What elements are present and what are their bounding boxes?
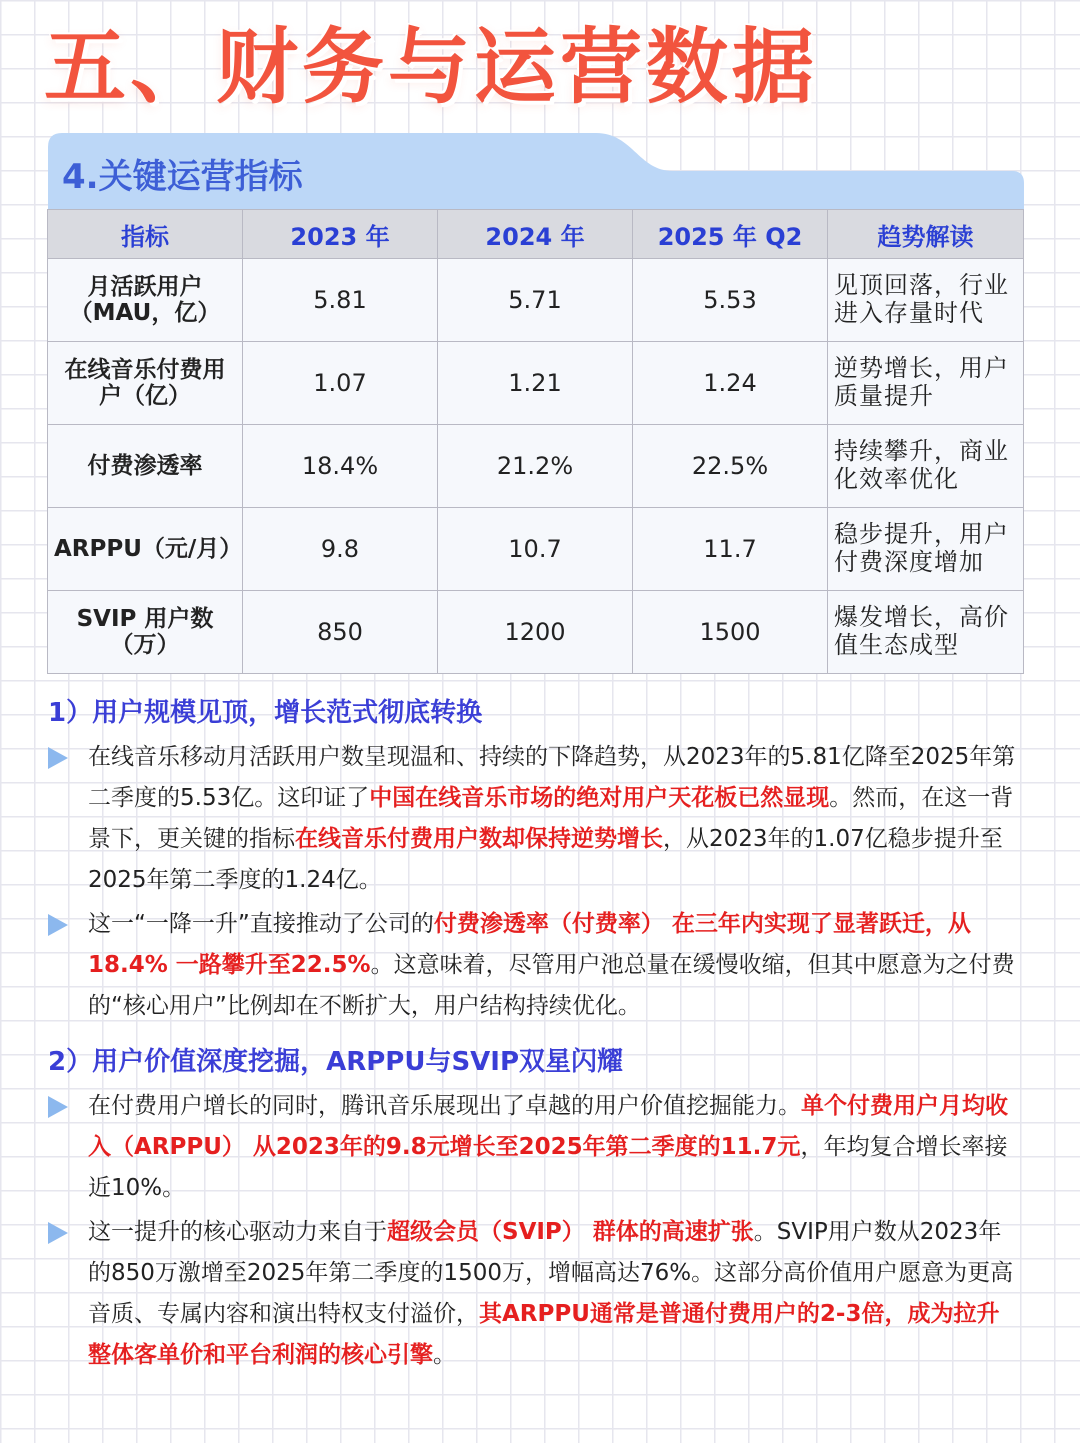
header-metric: 指标: [48, 210, 243, 259]
value-cell: 5.81: [243, 259, 438, 342]
value-cell: 1.24: [633, 342, 828, 425]
value-cell: 9.8: [243, 508, 438, 591]
metric-cell: 付费渗透率: [48, 425, 243, 508]
bullet-item: [48, 904, 1018, 1027]
value-cell: 1500: [633, 591, 828, 674]
triangle-bullet-icon: [48, 904, 88, 1027]
table-row: [48, 259, 1024, 342]
value-cell: 21.2%: [438, 425, 633, 508]
section-title: 4.关键运营指标: [62, 157, 303, 197]
header-trend: 趋势解读: [828, 210, 1024, 259]
bullet-item: [48, 737, 1018, 901]
trend-cell: 稳步提升，用户付费深度增加: [828, 508, 1024, 591]
table-row: [48, 342, 1024, 425]
value-cell: 850: [243, 591, 438, 674]
bullet-text: 在付费用户增长的同时，腾讯音乐展现出了卓越的用户价值挖掘能力。单个付费用户月均收入（ARPPU） 从2023年的9.8元增长至2025年第二季度的11.7元，年均复合增长率接近10%。: [88, 1093, 1008, 1201]
page-title: 五、财务与运营数据: [44, 19, 819, 115]
trend-cell: 见顶回落，行业进入存量时代: [828, 259, 1024, 342]
table-row: [48, 591, 1024, 674]
metric-cell: SVIP 用户数（万）: [48, 591, 243, 674]
bullet-text: 这一提升的核心驱动力来自于超级会员（SVIP） 群体的高速扩张。SVIP用户数从2023年的850万激增至2025年第二季度的1500万，增幅高达76%。这部分高价值用户愿意为更高音质、专属内容和演出特权支付溢价，其ARPPU通常是普通付费用户的2-3倍，成为拉升整体客单价和平台利润的核心引擎。: [88, 1219, 1014, 1368]
highlight-text: 超级会员（SVIP） 群体的高速扩张: [387, 1219, 754, 1245]
metric-cell: 在线音乐付费用户（亿）: [48, 342, 243, 425]
subsection-heading-2: 2）用户价值深度挖掘，ARPPU与SVIP双星闪耀: [48, 1047, 624, 1077]
value-cell: 5.53: [633, 259, 828, 342]
subsection-heading-1: 1）用户规模见顶，增长范式彻底转换: [48, 698, 483, 728]
highlight-text: 单个付费用户月均收入（ARPPU） 从2023年的9.8元增长至2025年第二季度的11.7元: [88, 1093, 1008, 1160]
section-banner: [48, 133, 1024, 211]
analysis-content: [48, 692, 1018, 1379]
table-row: [48, 425, 1024, 508]
header-2025q2: 2025 年 Q2: [633, 210, 828, 259]
value-cell: 1.21: [438, 342, 633, 425]
value-cell: 1.07: [243, 342, 438, 425]
bullet-item: [48, 1086, 1018, 1209]
highlight-text: 在线音乐付费用户数却保持逆势增长: [295, 826, 663, 852]
bullet-text: 这一“一降一升”直接推动了公司的付费渗透率（付费率） 在三年内实现了显著跃迁，从18.4% 一路攀升至22.5%。这意味着，尽管用户池总量在缓慢收缩，但其中愿意为之付费的“核心用户”比例却在不断扩大，用户结构持续优化。: [88, 911, 1015, 1019]
value-cell: 22.5%: [633, 425, 828, 508]
trend-cell: 爆发增长，高价值生态成型: [828, 591, 1024, 674]
trend-cell: 逆势增长，用户质量提升: [828, 342, 1024, 425]
trend-cell: 持续攀升，商业化效率优化: [828, 425, 1024, 508]
metric-cell: 月活跃用户（MAU，亿）: [48, 259, 243, 342]
kpi-table: [47, 209, 1024, 674]
value-cell: 5.71: [438, 259, 633, 342]
triangle-bullet-icon: [48, 737, 88, 901]
highlight-text: 其ARPPU通常是普通付费用户的2-3倍，成为拉升整体客单价和平台利润的核心引擎: [88, 1301, 1000, 1368]
triangle-bullet-icon: [48, 1212, 88, 1376]
bullet-item: [48, 1212, 1018, 1376]
table-header-row: [48, 210, 1024, 259]
metric-cell: ARPPU（元/月）: [48, 508, 243, 591]
header-2023: 2023 年: [243, 210, 438, 259]
value-cell: 10.7: [438, 508, 633, 591]
value-cell: 11.7: [633, 508, 828, 591]
triangle-bullet-icon: [48, 1086, 88, 1209]
highlight-text: 付费渗透率（付费率） 在三年内实现了显著跃迁，从18.4% 一路攀升至22.5%: [88, 911, 971, 978]
value-cell: 18.4%: [243, 425, 438, 508]
header-2024: 2024 年: [438, 210, 633, 259]
bullet-text: 在线音乐移动月活跃用户数呈现温和、持续的下降趋势，从2023年的5.81亿降至2025年第二季度的5.53亿。这印证了中国在线音乐市场的绝对用户天花板已然显现。然而，在这一背景下，更关键的指标在线音乐付费用户数却保持逆势增长，从2023年的1.07亿稳步提升至2025年第二季度的1.24亿。: [88, 744, 1016, 893]
highlight-text: 中国在线音乐市场的绝对用户天花板已然显现: [369, 785, 830, 811]
value-cell: 1200: [438, 591, 633, 674]
table-row: [48, 508, 1024, 591]
